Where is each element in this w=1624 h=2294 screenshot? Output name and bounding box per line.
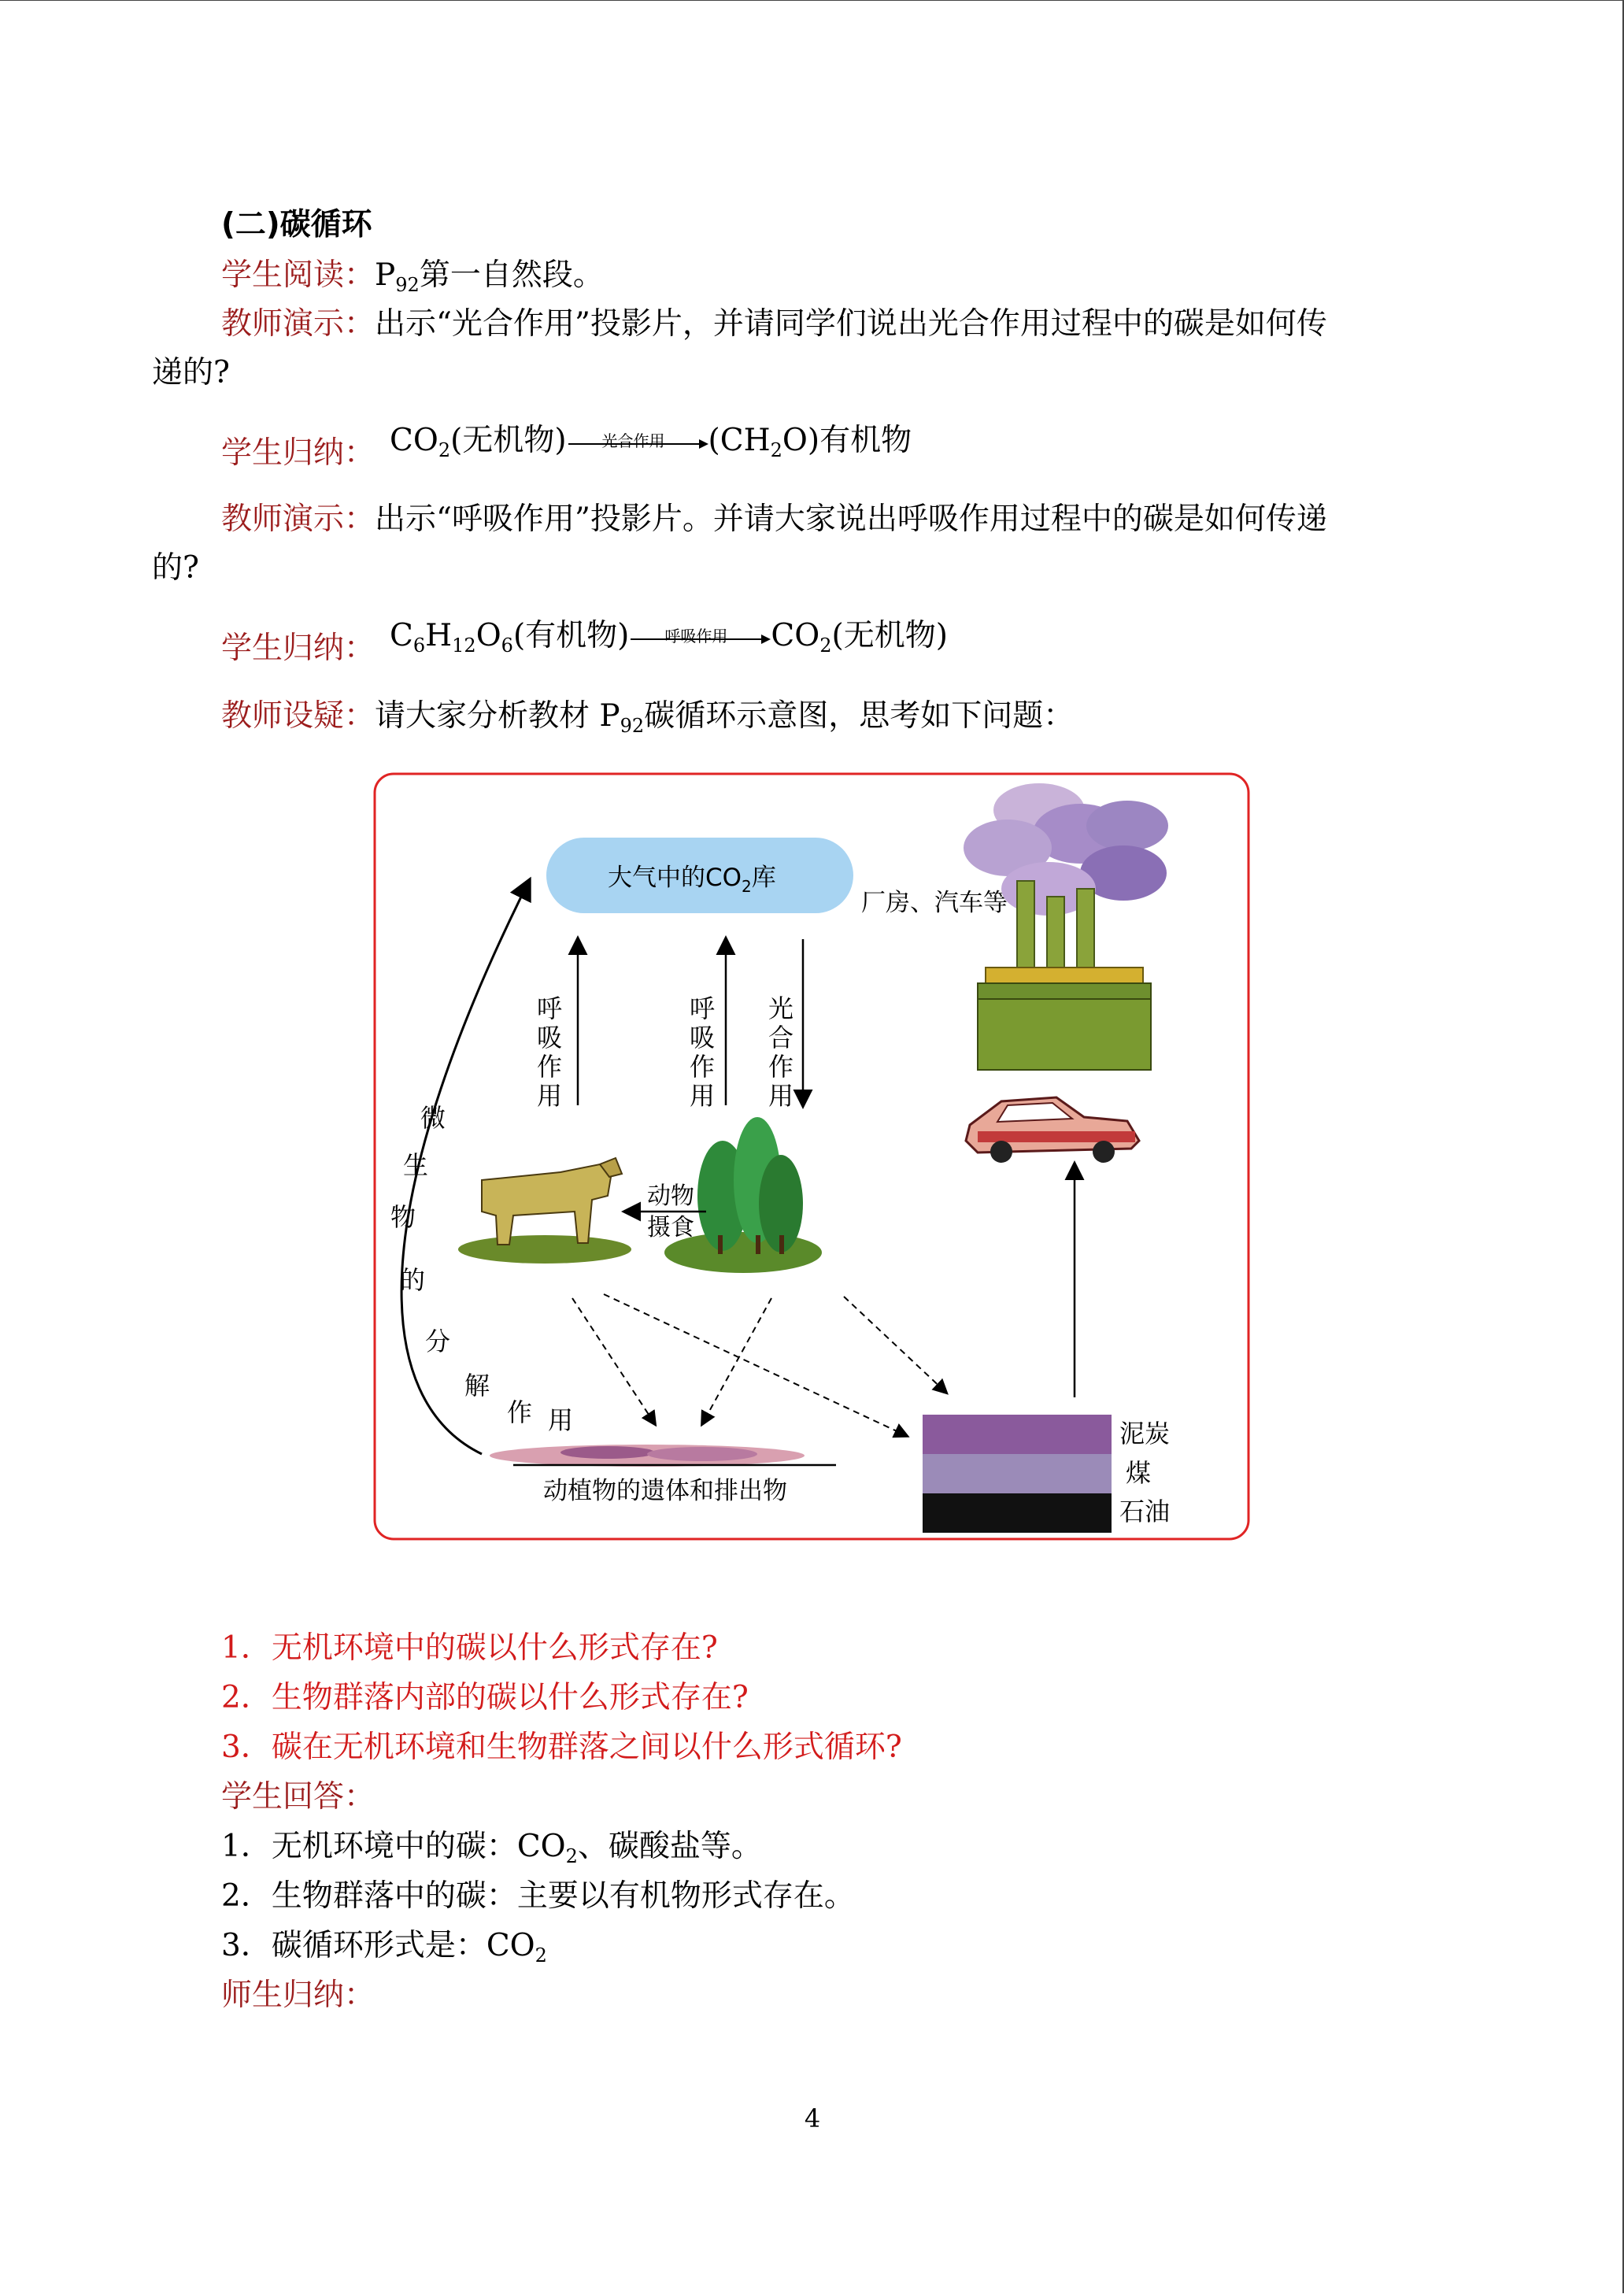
eq1-arrow-label: 光合作用: [601, 431, 665, 450]
coal-label: 煤: [1126, 1458, 1152, 1488]
remains-label: 动植物的遗体和排出物: [543, 1477, 787, 1505]
eq2-o: O: [475, 618, 501, 653]
answer-2: 2．生物群落中的碳：主要以有机物形式存在。: [221, 1878, 855, 1914]
coal-layer: [923, 1454, 1112, 1493]
arrow-icon: [567, 438, 708, 450]
teacher-question-text-a: 请大家分析教材 P: [375, 698, 620, 734]
eq1-right: (CH: [708, 423, 771, 458]
svg-text:解: 解: [464, 1371, 490, 1400]
teacher-question-sub: 92: [620, 715, 645, 737]
page-ref-sub: 92: [395, 274, 420, 296]
svg-text:呼: 呼: [537, 993, 563, 1023]
svg-text:合: 合: [768, 1023, 794, 1053]
svg-text:生: 生: [403, 1150, 429, 1180]
eq2-left-tail: (有机物): [512, 618, 630, 653]
paragraph-student-reading: [221, 257, 604, 294]
svg-text:作: 作: [690, 1052, 716, 1082]
svg-text:微: 微: [420, 1103, 446, 1133]
svg-text:作: 作: [768, 1052, 794, 1082]
oil-layer: [923, 1493, 1112, 1533]
photosynthesis-equation: [390, 422, 912, 460]
eq2-o-sub: 6: [501, 635, 513, 657]
paragraph-teacher-demo-1: [221, 305, 1327, 343]
svg-text:分: 分: [425, 1326, 451, 1356]
svg-text:呼: 呼: [690, 993, 716, 1023]
section-title: (二)碳循环: [221, 207, 372, 242]
eq2-right: CO: [771, 618, 820, 653]
atmosphere-label: 大气中的$CO_2$库: [608, 864, 776, 896]
eq2-right-tail: (无机物): [831, 618, 948, 653]
teacher-question-text-b: 碳循环示意图，思考如下问题：: [644, 698, 1075, 734]
label-student-summary-2: 学生归纳：: [221, 631, 375, 666]
svg-text:作: 作: [537, 1052, 563, 1082]
arrow-icon: [629, 633, 771, 646]
paragraph-teacher-demo-2: [221, 501, 1327, 538]
eq1-right-sub: 2: [770, 439, 782, 461]
svg-text:用: 用: [768, 1081, 794, 1111]
paragraph-teacher-question: [221, 697, 1074, 735]
label-summary: 师生归纳：: [221, 1978, 375, 2013]
eq2-c: C: [390, 618, 413, 653]
eq1-arrow: [567, 427, 708, 458]
label-photosynthesis: [768, 993, 794, 1111]
answer-3-text-a: 3．碳循环形式是：CO: [221, 1928, 535, 1963]
label-respiration-animal: [537, 993, 562, 1111]
svg-text:吸: 吸: [690, 1023, 716, 1053]
label-teacher-demo-1: 教师演示：: [221, 306, 375, 342]
label-student-answer: 学生回答：: [221, 1779, 375, 1815]
eq2-h-sub: 12: [452, 635, 476, 657]
question-2: 2．生物群落内部的碳以什么形式存在?: [221, 1680, 749, 1715]
svg-text:的: 的: [400, 1265, 426, 1295]
carbon-cycle-diagram: [372, 771, 1253, 1542]
question-1: 1．无机环境中的碳以什么形式存在?: [221, 1630, 718, 1666]
answer-1-text-a: 1．无机环境中的碳：CO: [221, 1829, 566, 1864]
eq1-right-tail: O)有机物: [782, 423, 912, 458]
oil-label: 石油: [1119, 1497, 1171, 1526]
remains-pile-icon: [490, 1445, 805, 1467]
factory-label: 厂房、汽车等: [861, 889, 1008, 917]
svg-text:用: 用: [690, 1081, 716, 1111]
eq1-left-tail: (无机物): [450, 423, 567, 458]
svg-text:用: 用: [537, 1081, 563, 1111]
peat-label: 泥炭: [1119, 1419, 1171, 1449]
paragraph-student-summary-1: [221, 435, 375, 472]
answer-1-text-b: 、碳酸盐等。: [577, 1829, 762, 1864]
eq1-left-sub: 2: [438, 439, 451, 461]
respiration-equation: [390, 617, 948, 655]
svg-text:摄食: 摄食: [647, 1214, 694, 1241]
teacher-demo-1-cont: 递的?: [152, 355, 230, 390]
svg-text:物: 物: [390, 1202, 416, 1232]
svg-text:作: 作: [507, 1397, 533, 1427]
label-student-reading: 学生阅读：: [221, 257, 375, 293]
label-teacher-demo-2: 教师演示：: [221, 501, 375, 537]
reading-text: 第一自然段。: [419, 257, 604, 293]
eq2-c-sub: 6: [412, 635, 426, 657]
page-number: 4: [804, 2103, 821, 2133]
teacher-demo-2-text: 出示“呼吸作用”投影片。并请大家说出呼吸作用过程中的碳是如何传递: [375, 501, 1327, 537]
eq2-arrow: [629, 622, 771, 653]
svg-text:动物: 动物: [647, 1182, 694, 1210]
svg-text:用: 用: [548, 1405, 574, 1435]
question-3: 3．碳在无机环境和生物群落之间以什么形式循环?: [221, 1730, 902, 1765]
eq2-right-sub: 2: [819, 635, 832, 657]
teacher-demo-1-text: 出示“光合作用”投影片，并请同学们说出光合作用过程中的碳是如何传: [375, 306, 1327, 342]
answer-3: [221, 1927, 547, 1965]
label-student-summary-1: 学生归纳：: [221, 435, 375, 471]
teacher-demo-2-cont: 的?: [152, 550, 199, 586]
svg-text:光: 光: [768, 993, 794, 1023]
eq1-left: CO: [390, 423, 438, 458]
answer-1-sub: 2: [565, 1845, 578, 1867]
svg-text:吸: 吸: [537, 1023, 563, 1053]
eq2-arrow-label: 呼吸作用: [664, 627, 728, 646]
answer-3-sub: 2: [535, 1944, 547, 1967]
answer-1: [221, 1828, 762, 1866]
label-respiration-plant: [690, 993, 715, 1111]
peat-layer: [923, 1415, 1112, 1454]
page-ref-p: P: [375, 257, 396, 293]
eq2-h: H: [425, 618, 453, 653]
label-teacher-question: 教师设疑：: [221, 698, 375, 734]
paragraph-student-summary-2: [221, 630, 375, 668]
